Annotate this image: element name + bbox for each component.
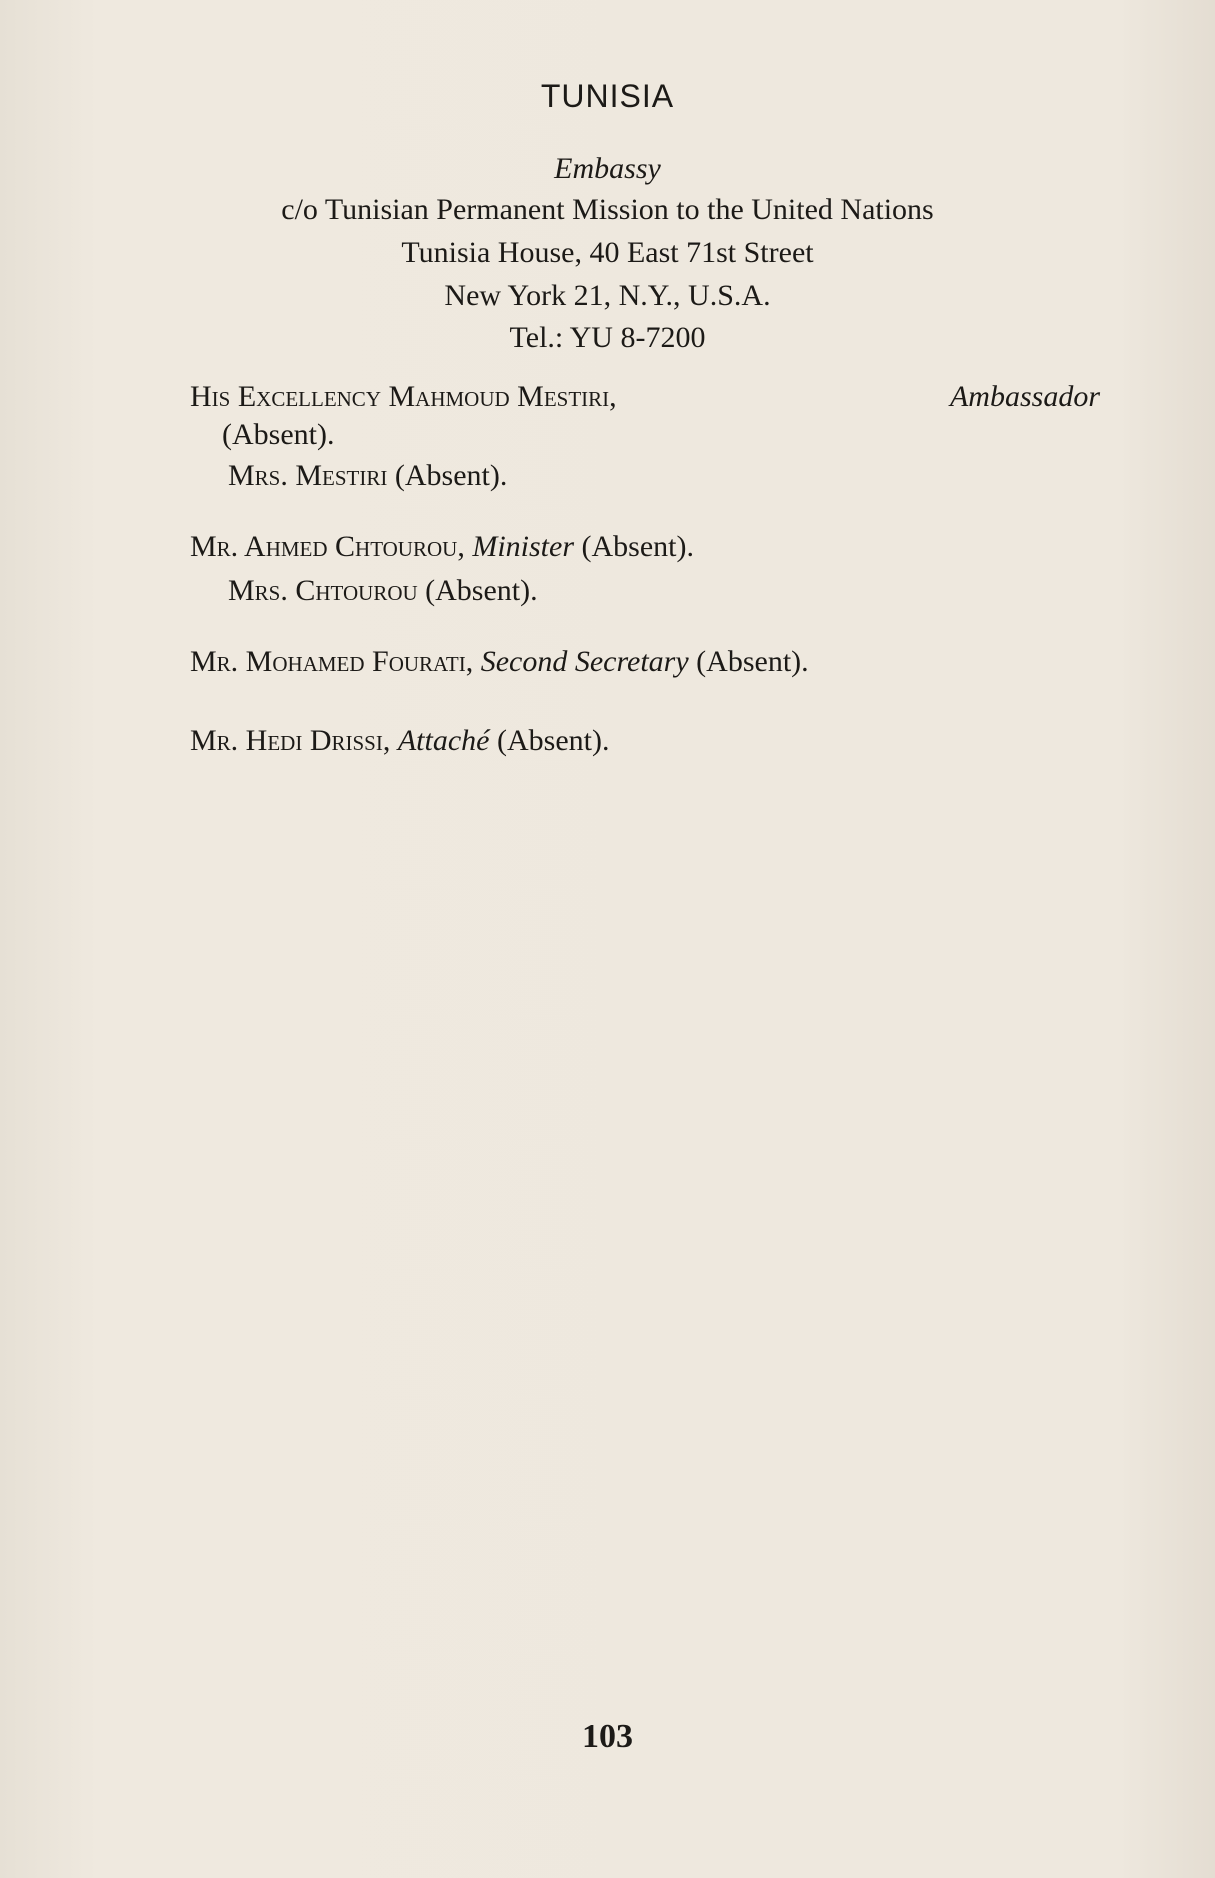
spouse-line: Mrs. Chtourou (Absent). bbox=[228, 574, 538, 607]
entry-attache: Mr. Hedi Drissi, Attaché (Absent). bbox=[190, 724, 610, 757]
page-number: 103 bbox=[582, 1718, 633, 1755]
telephone-line: Tel.: YU 8-7200 bbox=[509, 321, 706, 354]
address-line-1: c/o Tunisian Permanent Mission to the United Nations bbox=[281, 193, 934, 226]
entry-title: Ambassador bbox=[949, 380, 1100, 413]
entry-status: (Absent). bbox=[222, 418, 335, 451]
entry-minister: Mr. Ahmed Chtourou, Minister (Absent). bbox=[190, 530, 694, 563]
section-label: Embassy bbox=[554, 152, 661, 185]
entry-second-secretary: Mr. Mohamed Fourati, Second Secretary (Absent). bbox=[190, 645, 809, 678]
address-line-3: New York 21, N.Y., U.S.A. bbox=[444, 279, 771, 312]
country-heading: TUNISIA bbox=[540, 78, 675, 114]
spouse-line: Mrs. Mestiri (Absent). bbox=[228, 459, 508, 492]
address-line-2: Tunisia House, 40 East 71st Street bbox=[401, 236, 814, 269]
entry-name: His Excellency Mahmoud Mestiri bbox=[190, 380, 610, 413]
entry-ambassador: His Excellency Mahmoud Mestiri, Ambassador bbox=[190, 380, 1100, 413]
